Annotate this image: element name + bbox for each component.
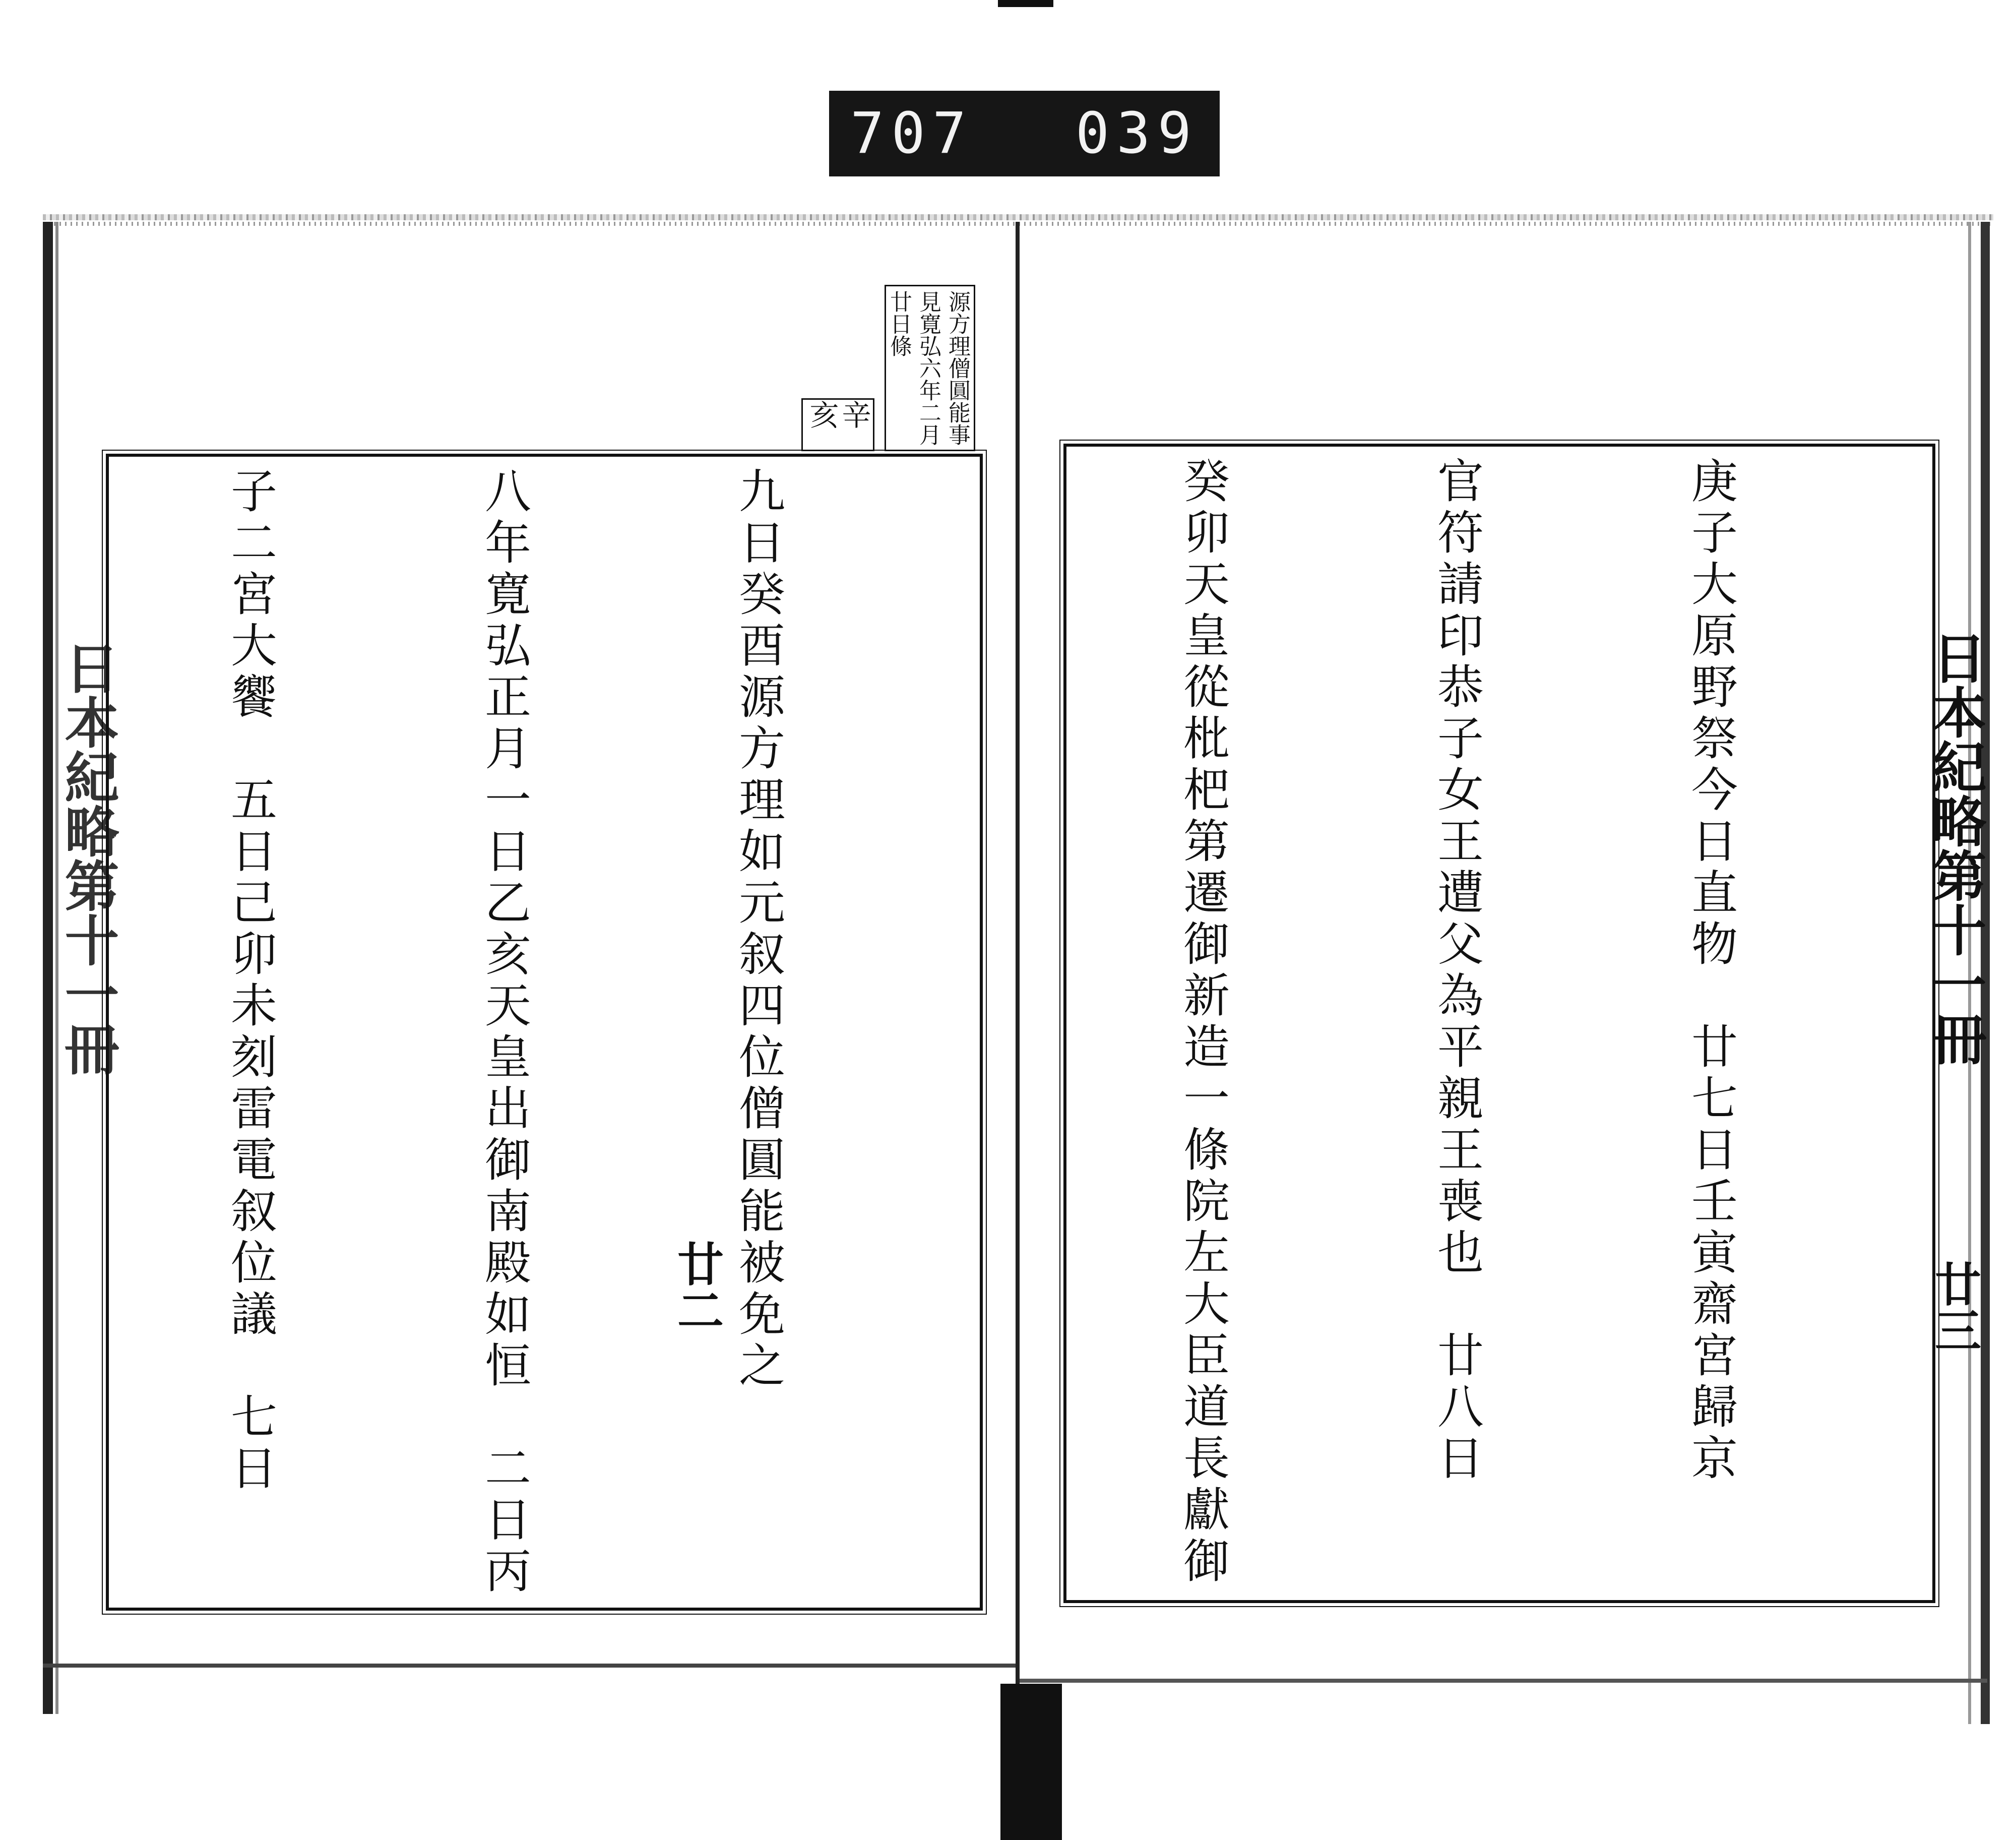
- right-page-bottom-edge: [1020, 1679, 1987, 1683]
- text-column: 官符請印恭子女王遭父為平親王喪也 廿八日: [1430, 457, 1484, 1485]
- text-column: 子二宮大饗 五日己卯未刻雷電叙位議 七日: [223, 467, 277, 1495]
- book-gutter: [1016, 222, 1020, 1684]
- left-text-body: [106, 467, 970, 1596]
- right-margin-title: 日本紀略第十一冊: [1923, 630, 1986, 1066]
- text-column: 九日癸酉源方理如元叙四位僧圓能被免之: [731, 467, 785, 1392]
- head-note-box: 源方理僧圓能事見寛弘六年二月廿日條: [885, 285, 975, 451]
- film-frame-counter: [829, 91, 1220, 176]
- book-left-edge: [43, 222, 53, 1714]
- film-tab: [998, 0, 1053, 7]
- right-text-body: [1063, 457, 1922, 1586]
- left-text-panel: [106, 454, 983, 1611]
- right-text-panel: [1063, 444, 1935, 1603]
- kanshi-label: 辛亥: [801, 398, 874, 451]
- gutter-clamp: [1000, 1684, 1062, 1840]
- counter-left: 707: [850, 101, 974, 166]
- book-top-edge: [43, 214, 1993, 220]
- right-page-number: 廿三: [1927, 1260, 1982, 1353]
- left-page-bottom-edge: [43, 1664, 1016, 1668]
- text-column: 癸卯天皇從枇杷第遷御新造一條院左大臣道長獻御: [1176, 457, 1230, 1588]
- left-margin-title: 日本紀略第十一冊: [55, 640, 119, 1076]
- counter-right: 039: [1075, 101, 1199, 166]
- left-page-number: 廿二: [670, 1240, 724, 1333]
- text-column: 八年寛弘正月一日乙亥天皇出御南殿如恒 二日丙: [477, 467, 531, 1598]
- text-column: 庚子大原野祭今日直物 廿七日壬寅齋宮歸京: [1684, 457, 1738, 1485]
